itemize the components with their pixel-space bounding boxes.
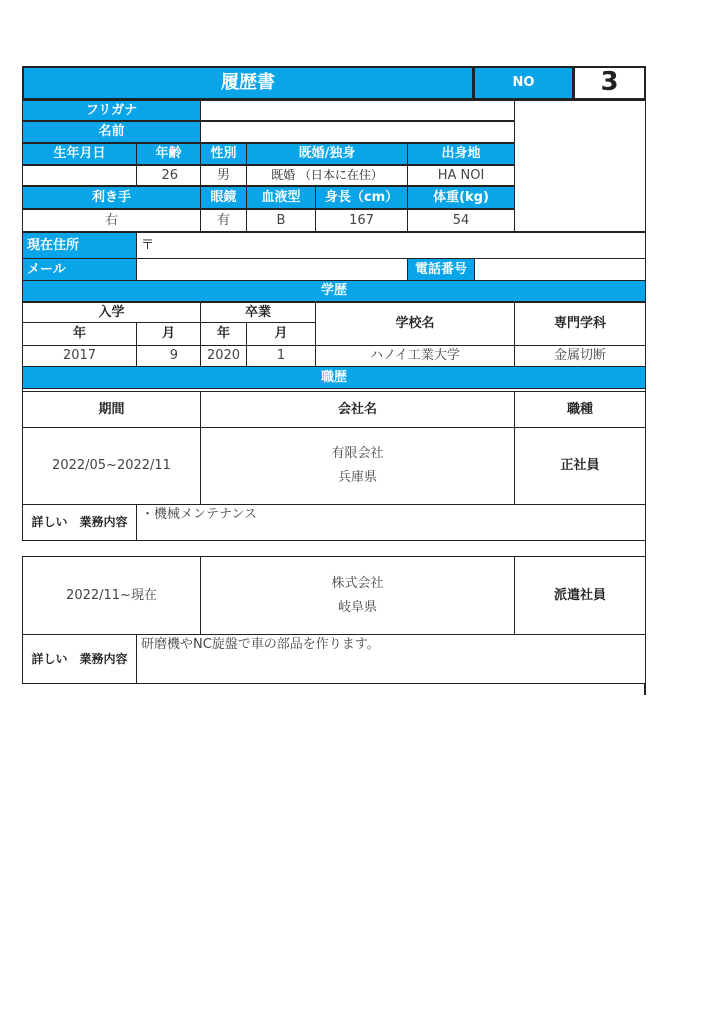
edu-enroll-year: 2017 (22, 345, 137, 367)
job1-company-line1: 有限会社 (331, 446, 384, 462)
job2-period: 2022/11~現在 (22, 556, 201, 635)
job1-type: 正社員 (514, 427, 646, 505)
job2-type: 派遣社員 (514, 556, 646, 635)
job2-details: 研磨機やNC旋盤で車の部品を作ります。 (136, 634, 646, 684)
job2-company (200, 556, 515, 635)
glasses-label: 眼鏡 (200, 186, 247, 209)
major-label: 専門学科 (514, 302, 646, 346)
email-label: メール (22, 258, 137, 281)
weight-value: 54 (407, 209, 515, 232)
edu-school: ハノイ工業大学 (315, 345, 515, 367)
email-value (136, 258, 408, 281)
edu-grad-month: 1 (246, 345, 316, 367)
enroll-month-label: 月 (136, 322, 201, 346)
grad-year-label: 年 (200, 322, 247, 346)
phone-value (474, 258, 646, 281)
enroll-label: 入学 (22, 302, 201, 323)
origin-label: 出身地 (407, 143, 515, 165)
resume-title: 履歴書 (22, 66, 474, 100)
work-section-header: 職歴 (22, 366, 646, 389)
education-section-header: 学歴 (22, 280, 646, 302)
no-label: NO (473, 66, 574, 100)
right-edge-tail (644, 683, 646, 695)
age-label: 年齢 (136, 143, 201, 165)
birth-value (22, 165, 137, 186)
birth-label: 生年月日 (22, 143, 137, 165)
gender-value: 男 (200, 165, 247, 186)
name-value (200, 121, 515, 143)
blood-value: B (246, 209, 316, 232)
furigana-label: フリガナ (22, 100, 201, 121)
phone-label: 電話番号 (407, 258, 475, 281)
height-value: 167 (315, 209, 408, 232)
edu-grad-year: 2020 (200, 345, 247, 367)
hand-value: 右 (22, 209, 201, 232)
age-value: 26 (136, 165, 201, 186)
furigana-value (200, 100, 515, 121)
job-spacer (22, 540, 646, 557)
job1-details-label: 詳しい 業務内容 (22, 504, 137, 541)
school-label: 学校名 (315, 302, 515, 346)
company-label: 会社名 (200, 391, 515, 428)
job1-company-line2: 兵庫県 (337, 470, 377, 485)
job2-company-line2: 岐阜県 (337, 599, 377, 615)
hand-label: 利き手 (22, 186, 201, 209)
address-value: 〒 (136, 232, 646, 259)
grad-month-label: 月 (246, 322, 316, 346)
edu-major: 金属切断 (514, 345, 646, 367)
origin-value: HA NOI (407, 165, 515, 186)
height-label: 身長（cm） (315, 186, 408, 209)
job2-details-label: 詳しい 業務内容 (22, 634, 137, 684)
marital-label: 既婚/独身 (246, 143, 408, 165)
marital-value: 既婚 （日本に在住） (246, 165, 408, 186)
weight-label: 体重(kg) (407, 186, 515, 209)
job1-details: ・機械メンテナンス (136, 504, 646, 541)
no-value: 3 (573, 66, 646, 100)
job-type-label: 職種 (514, 391, 646, 428)
enroll-year-label: 年 (22, 322, 137, 346)
glasses-value: 有 (200, 209, 247, 232)
period-label: 期間 (22, 391, 201, 428)
edu-enroll-month: 9 (136, 345, 201, 367)
name-label: 名前 (22, 121, 201, 143)
address-label: 現在住所 (22, 232, 137, 259)
gender-label: 性別 (200, 143, 247, 165)
job2-company-line1: 株式会社 (331, 575, 384, 591)
photo-area (514, 100, 646, 232)
graduate-label: 卒業 (200, 302, 316, 323)
job1-period: 2022/05~2022/11 (22, 427, 201, 505)
job1-company (200, 427, 515, 505)
blood-label: 血液型 (246, 186, 316, 209)
